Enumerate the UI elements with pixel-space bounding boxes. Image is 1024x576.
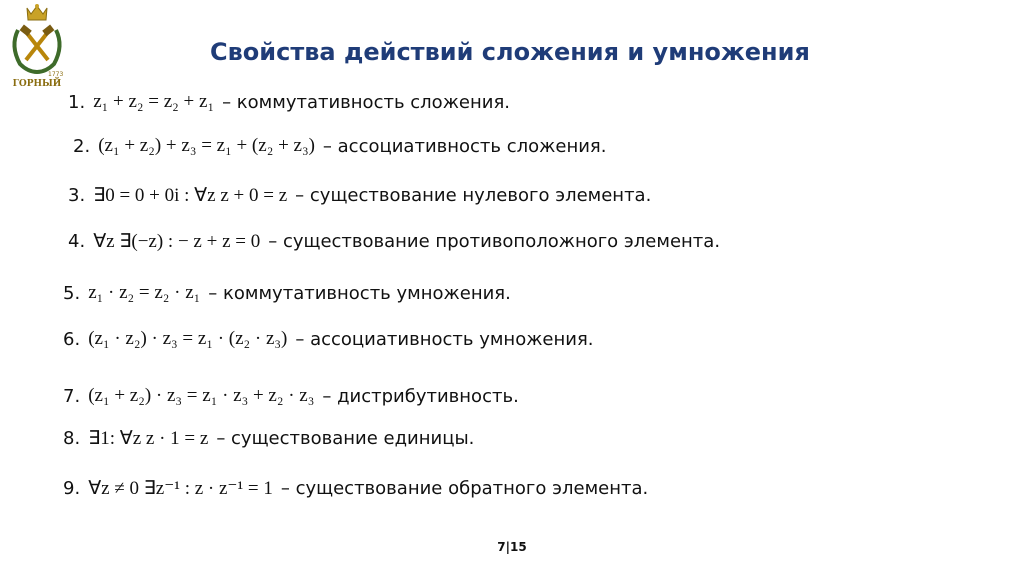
page-title: Свойства действий сложения и умножения — [210, 38, 810, 66]
description: – существование обратного элемента. — [280, 477, 649, 499]
property-item-7 — [63, 379, 519, 413]
svg-text:ГОРНЫЙ: ГОРНЫЙ — [12, 79, 62, 88]
property-item-9 — [63, 471, 648, 505]
crest-icon — [4, 2, 70, 88]
item-number: 8. — [63, 427, 81, 449]
formula: (z₁ + z₂) + z₃ = z₁ + (z₂ + z₃) — [98, 135, 315, 156]
formula: ∀z ≠ 0 ∃z⁻¹ : z · z⁻¹ = 1 — [88, 477, 273, 499]
svg-text:1773: 1773 — [48, 71, 64, 78]
formula: ∃1: ∀z z · 1 = z — [88, 427, 209, 449]
item-number: 3. — [68, 184, 86, 206]
formula: z₁ · z₂ = z₂ · z₁ — [88, 282, 201, 303]
description: – коммутативность умножения. — [208, 282, 511, 304]
property-item-4 — [68, 224, 720, 258]
university-logo — [4, 2, 70, 88]
formula: ∀z ∃(−z) : − z + z = 0 — [93, 230, 261, 252]
property-item-1 — [68, 85, 510, 119]
description: – существование нулевого элемента. — [295, 184, 652, 206]
formula: z₁ + z₂ = z₂ + z₁ — [93, 91, 215, 112]
item-number: 2. — [73, 135, 91, 157]
item-number: 7. — [63, 385, 81, 407]
formula: ∃0 = 0 + 0i : ∀z z + 0 = z — [93, 184, 288, 206]
property-item-5 — [63, 276, 511, 310]
property-item-6 — [63, 322, 594, 356]
formula: (z₁ + z₂) · z₃ = z₁ · z₃ + z₂ · z₃ — [88, 385, 315, 406]
description: – существование противоположного элемента. — [268, 230, 721, 252]
item-number: 4. — [68, 230, 86, 252]
formula: (z₁ · z₂) · z₃ = z₁ · (z₂ · z₃) — [88, 328, 288, 349]
property-item-2 — [73, 129, 606, 163]
item-number: 5. — [63, 282, 81, 304]
description: – дистрибутивность. — [322, 385, 519, 407]
page-number: 7|15 — [497, 540, 527, 554]
property-item-3 — [68, 178, 651, 212]
item-number: 6. — [63, 328, 81, 350]
description: – ассоциативность умножения. — [295, 328, 594, 350]
item-number: 9. — [63, 477, 81, 499]
item-number: 1. — [68, 91, 86, 113]
description: – существование единицы. — [216, 427, 475, 449]
property-item-8 — [63, 421, 474, 455]
description: – ассоциативность сложения. — [322, 135, 607, 157]
description: – коммутативность сложения. — [222, 91, 511, 113]
